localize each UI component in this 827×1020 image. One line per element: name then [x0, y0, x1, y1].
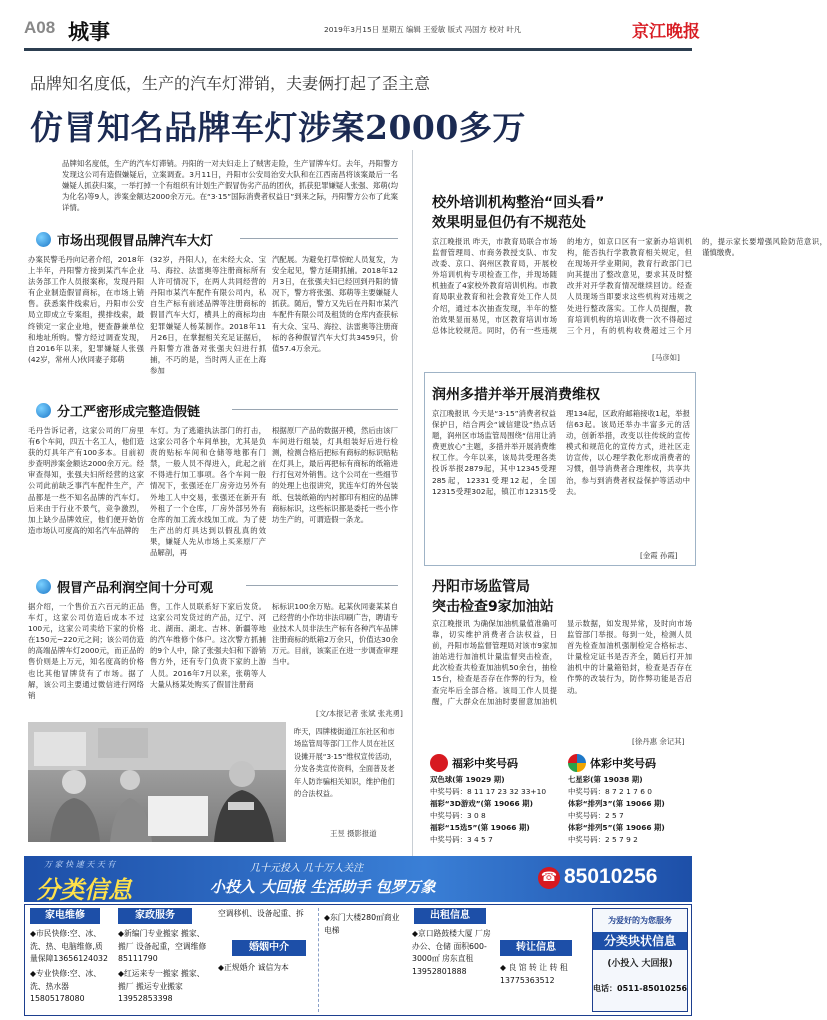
side1-title-l2: 效果明显但仍有不规范处 [432, 215, 586, 231]
side3-title-l2: 突击检查9家加油站 [432, 599, 554, 615]
bubble-icon [36, 579, 51, 594]
paper-logo: 京江晚报 [632, 22, 700, 42]
section3-col3: 标标识100余万贴。起某伙同妻某某自己经营的小作坊非法印刷广告，聘请专业技术人员非法生产标有各种汽车品牌注册商标的纸箱2万余只，价值达30余万元。目前，该案正在进一步调查审理当中。 [272, 602, 398, 667]
ad-category-matchmaking: 婚姻中介 [232, 940, 306, 956]
section2-col1: 毛丹告诉记者，这家公司的厂房里有6个车间，四五十名工人，他们造获的灯具年产有100多本。目前初步查明涉案金额达2000余万元。经审查得知，张强夫妇所经营的这家公司此前缺乏事汽车配件生产，产品都是一些不知名品牌的汽车灯。后来由于行业不景气，竞争激烈，加上缺少品牌效应，他们便开始仿造市场认可度高的知名汽车品牌的 [28, 426, 144, 535]
ad-housekeeping-item-1: ◆新编门专业搬家 搬家、搬厂 设备起重，空调维修 85111790 [118, 929, 207, 964]
bubble-icon [36, 232, 51, 247]
fucai-line-4: 中奖号码：3 0 8 [430, 811, 486, 820]
event-photo [28, 722, 286, 842]
section-title-1: 市场出现假冒品牌汽车大灯 [57, 234, 214, 249]
ticai-line-1: 七星彩(第 19038 期) [568, 775, 643, 784]
photo-credit: 王昱 摄影报道 [330, 829, 377, 838]
side2-byline: [金霞 孙霞] [640, 551, 678, 560]
story-byline: [文/本报记者 张斌 张兆勇] [316, 709, 403, 718]
page-header [24, 18, 700, 48]
promo-phone: 电话：0511-85010256 [593, 984, 688, 993]
section-rule-2 [232, 409, 398, 410]
fucai-title: 福彩中奖号码 [452, 757, 518, 770]
ticai-box [568, 752, 694, 850]
promo-line-1: 为爱好的为您服务 [608, 916, 672, 925]
section-rule-3 [246, 585, 398, 586]
header-rule [24, 48, 692, 51]
section2-col2: 车灯。为了逃避执法部门的打击，这家公司各个车间单独，尤其是负责的贴标车间和仓储等地都有门禁，一般人员不得进入，此起之前不得进行加工事项。各个车间一般情况下，张强还在厂房旁边另外有外地工人中交易，张强还在新开有外租了一个仓库，厂房外部另外有仓库的加工流水线加工成。为了使生产出的灯具达到以假乱真的效果，嫌疑人先从市场上买来原厂产品解剖，再 [150, 426, 266, 558]
ad-category-rental: 出租信息 [414, 908, 486, 924]
section-heading-1 [36, 230, 213, 249]
bubble-icon [36, 403, 51, 418]
fucai-line-5: 福彩“15选5”(第 19066 期) [430, 823, 530, 832]
section-name: 城事 [68, 20, 110, 44]
section-rule-1 [240, 238, 398, 239]
side1-byline: [马彦如] [652, 353, 680, 362]
classifieds-title: 分类信息 [36, 876, 132, 904]
ad-column4-text: ◆东门大楼280㎡商业电梯 [324, 913, 400, 935]
fucai-line-6: 中奖号码：3 4 5 7 [430, 835, 493, 844]
phone-icon: ☎ [538, 867, 560, 889]
ticai-line-4: 中奖号码：2 5 7 [568, 811, 624, 820]
page-number: A08 [24, 18, 56, 37]
ticai-title: 体彩中奖号码 [590, 757, 656, 770]
ad-misc-item: 空调移机、设备起重、拆 [218, 909, 304, 918]
section-heading-2 [36, 401, 200, 420]
story-kicker: 品牌知名度低，生产的汽车灯滞销，夫妻俩打起了歪主意 [30, 74, 431, 93]
side1-body: 京江晚报讯 昨天，市教育局联合市场监督管理局、市商务教授支队、市发改委、京口、润州区教育局，开展校外培训机构专项检查工作，并现场随机抽查了4家校外教育培训机构。市教育局职业教育和社会教育处工作人员介绍，通过本次抽查发现，半年的整治效果显而易见，市区教育培训市场总体比较规范。同时，仍有一些违规的地方，如京口区有一家新办培训机构，能否执行学教教育相关规定，但在现场开学业期间，教育行政部门已向其提出了整改意见，要求其及时整改并对开学教育情况继续回访。经查人员现场当即要求这些机构对违规之处进行整改落实。工作人员提醒，教育培训机构的培训收费一次不得超过三个月，有的机构收费超过三个月的，提示家长要增强风险防范意识，谨慎缴费。 [432, 237, 827, 335]
ad-appliance-item-2: ◆专业快修:空、冰、洗、热水器 15805178080 [30, 969, 101, 1004]
section-heading-3 [36, 577, 213, 596]
side3-body: 京江晚报讯 为确保加油机量值准确可靠，切实维护消费者合法权益，日前，丹阳市场监督管理局对该市9家加油站进行加油机计量监督突击检查，此次检查共检查加油机50余台，抽检15台，检查是否存在作弊的行为，检查完毕后全部合格。该局工作人员提醒，广大群众在加油时要留意加油机显示数据，如发现异常，及时向市场监管部门举报。每到一处，检测人员首先检查加油机强制检定合格标志、计量检定证书是否齐全，随后打开加油机中的计量箱铅封，检查是否存在作弊的改装行为，防作弊功能是否启动。 [432, 619, 692, 706]
section1-col3: 汽配展。为避免打草惊蛇人员复发，为安全起见，警方延期抓捕。2018年12月3日，在张强夫妇已经回到丹阳的情况下，警方将张强、郑萌等主要嫌疑人抓获。随后，警方又先后在丹阳市某汽车配件有限公司及租赁的仓库内查获标有大众、宝马、海拉、法雷奥等注册商标的各种假冒汽车大灯共3459只，价值57.4万余元。 [272, 255, 398, 353]
classifieds-banner [24, 856, 692, 902]
fucai-box [430, 752, 560, 850]
promo-line-3: (小投入 大回报) [607, 959, 673, 969]
side2-title: 润州多措并举开展消费维权 [432, 387, 600, 403]
ad-category-housekeeping: 家政服务 [118, 908, 192, 924]
column-divider [412, 150, 413, 856]
classifieds-phone: 85010256 [564, 865, 658, 888]
ad-housekeeping-item-2: ◆红运来专一搬家 搬家、搬厂 搬运专业搬家 13952853398 [118, 969, 205, 1004]
classifieds-tagline-top: 几十元投入 几十万人关注 [250, 863, 364, 874]
photo-caption: 昨天，四牌楼街道江东社区和市场监管局等部门工作人员在社区设摊开展“3·15”维权宣传活动，分发各类宣传资料，全面普及老年人防诈骗相关知识，维护他们的合法权益。 [294, 727, 397, 799]
photo-illustration [28, 722, 286, 842]
ad-promo-box [592, 908, 688, 1012]
section2-col3: 根据原厂产品的数据开模，然后由该厂车间进行组装，灯具组装好后进行检测，检测合格后把标有商标的标识贴粘在灯具上，最后再把标有商标的纸箱进行打包对外销售。这个公司在一些细节的处理上也很讲究，犹连车灯的外包装纸、包装纸箱的内衬都印有相应的品牌商标标识，这些标识都是委托一些小作坊生产的，可谓造假一条龙。 [272, 426, 398, 524]
issue-meta: 2019年3月15日 星期五 编辑 王爱敏 版式 冯国方 校对 叶凡 [324, 25, 522, 34]
side1-title-l1: 校外培训机构整治“回头看” [432, 195, 605, 211]
section-title-2: 分工严密形成完整造假链 [57, 405, 201, 420]
promo-line-2: 分类块状信息 [593, 932, 687, 950]
ad-appliance-item-1: ◆市民快修:空、冰、洗、热、电脑维修,质量保障13656124032 [30, 929, 108, 964]
section1-col2: (32岁，丹阳人)，在未经大众、宝马、海拉、法雷奥等注册商标所有人许可情况下，在两人共同经营的丹阳市某汽车配件有限公司内，私自生产标有前述品牌等注册商标的假冒汽车大灯，横具上的商标均由犯罪嫌疑人杨某制作。2018年11月26日，在掌握相关充足证据后，丹阳警方准备对张强夫妇进行抓捕，不巧的是，当时两人正在上海参加 [150, 255, 266, 375]
ad-rental-item: ◆京口路鼓楼大厦 厂房 办公、仓储 面积600-3000㎡ 房东直租 13952801888 [412, 929, 491, 976]
ad-category-transfer: 转让信息 [500, 940, 572, 956]
ad-transfer-item: ◆ 良 馆 转 让 转 租 13775363512 [500, 963, 568, 985]
side3-byline: [徐丹惠 余记其] [632, 737, 685, 746]
fucai-line-3: 福彩“3D游戏”(第 19066 期) [430, 799, 533, 808]
ticai-logo-icon [568, 754, 586, 772]
section3-col2: 售，工作人员联系好下家后发货。这家公司发货过的产品，辽宁、河北、湖南、湖北、吉林、新疆等地的汽车维修个体户。这次警方抓捕的9个人中，除了张强夫妇和下游销售方外，还有专门负责下家的上游人员。2016年7月以来，张萌等人大量从杨某处购买了假冒注册商 [150, 602, 266, 689]
side2-body: 京江晚报讯 今天是“3·15”消费者权益保护日，结合两会“诚信建设”热点话题，润州区市场监管局围绕“信用让消费更放心”主题，多措并举开展消费维权工作。今年以来，该局共受理各类投诉举报2879起，其中12345受理285起，12331受理12起，全国12315受理302起，镇江市12315受理134起，区政府邮箱接收1起，举报信63起。该局还举办丰富多元的活动，创新举措，改变以往传统的宣传模式和规范化的宣传方式，进社区走访宣传，以心理学教化形成消费者的习惯，倡导消费者合理维权，共享共治，参与到消费者权益保护等活动中去。 [432, 409, 690, 496]
classifieds-slogan: 万 家 快 速 天 天 有 [44, 860, 116, 869]
fucai-line-2: 中奖号码：8 11 17 23 32 33+10 [430, 787, 547, 796]
ad-category-appliance-repair: 家电维修 [30, 908, 100, 924]
section3-col1: 据介绍，一个售价五六百元的正品车灯，这家公司仿造后成本不过100元，这家公司卖给下家的价格在150元~220元之间；该公司仿造的高端品牌车灯2000元，而正品的售价则是上万元，知名度高的价格也比其他冒牌货有了市场。据了解，该公司主要通过微信进行网络销 [28, 602, 144, 700]
story-headline: 仿冒知名品牌车灯涉案2000多万 [30, 108, 526, 147]
ad-matchmaking-item: ◆正规婚介 诚信为本 [218, 963, 289, 972]
ticai-line-2: 中奖号码：8 7 2 1 7 6 0 [568, 787, 652, 796]
section-title-3: 假冒产品利润空间十分可观 [57, 581, 214, 596]
section1-col1: 办案民警毛丹向记者介绍，2018年上半年，丹阳警方接到某汽车企业法务部工作人员报案称，发现丹阳有企业制造假冒商标，在市场上销售。获悉案件线索后，丹阳市公安局立即成立专案组，摸排线索，最终锁定一家企业地，便查静兼单位和地址所购。警方经过调查发现，自2016年以来，犯罪嫌疑人张强(42岁，常州人)伙同妻子郑萌 [28, 255, 144, 364]
ticai-line-6: 中奖号码：2 5 7 9 2 [568, 835, 638, 844]
fucai-logo-icon [430, 754, 448, 772]
classifieds-tagline-main: 小投入 大回报 生活助手 包罗万象 [210, 878, 436, 896]
ticai-line-5: 体彩“排列5”(第 19066 期) [568, 823, 665, 832]
side3-title-l1: 丹阳市场监管局 [432, 579, 530, 595]
story-lead: 品牌知名度低，生产的汽车灯滞销。丹阳的一对夫妇走上了贼害走险，生产冒牌车灯。去年，丹阳警方发现这公司有造假嫌疑后，立案调查。3月11日，丹阳市公安局治安大队和在江西南昌将该案最后一名嫌疑人抓获归案，一举打掉一个有组织有计划生产假冒伪劣产品的团伙，抓获犯罪嫌疑人张强、郑萌(均为化名)等9人，涉案金额达2000余万元。在“3·15”国际消费者权益日”到来之际，丹阳警方公布了此案详情。 [62, 159, 398, 212]
fucai-line-1: 双色球(第 19029 期) [430, 775, 505, 784]
ticai-line-3: 体彩“排列3”(第 19066 期) [568, 799, 665, 808]
